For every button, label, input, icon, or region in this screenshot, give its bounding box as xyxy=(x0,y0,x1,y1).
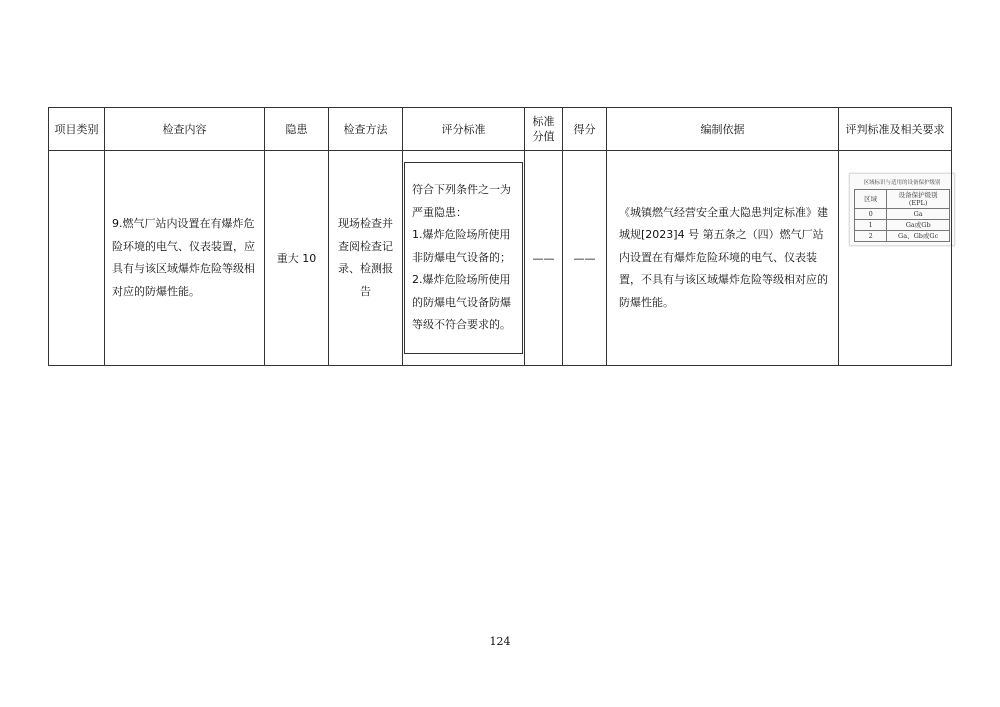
table-row xyxy=(49,151,952,366)
cell-hazard: 重大 10 xyxy=(265,151,329,366)
cell-criteria xyxy=(403,151,525,366)
cell-score-value: —— xyxy=(525,151,563,366)
header-score-value xyxy=(525,108,563,151)
epl-col-level-line2: (EPL) xyxy=(908,199,928,207)
content-text: 9.燃气厂站内设置在有爆炸危险环境的电气、仪表装置，应具有与该区域爆炸危险等级相对应的防爆性能。 xyxy=(112,217,255,298)
epl-zone: 1 xyxy=(855,220,887,231)
header-criteria: 评分标准 xyxy=(403,108,525,151)
epl-level: Ga或Gb xyxy=(887,220,950,231)
page-number: 124 xyxy=(489,635,511,648)
table-header-row xyxy=(49,108,952,151)
header-score: 得分 xyxy=(563,108,607,151)
criteria-box xyxy=(404,162,523,354)
header-content: 检查内容 xyxy=(105,108,265,151)
epl-table-row xyxy=(855,231,950,242)
header-hazard: 隐患 xyxy=(265,108,329,151)
epl-table-row xyxy=(855,209,950,220)
header-category: 项目类别 xyxy=(49,108,105,151)
cell-content xyxy=(105,151,265,366)
epl-table-row xyxy=(855,220,950,231)
epl-col-level xyxy=(887,190,950,209)
cell-basis xyxy=(607,151,839,366)
epl-col-level-line1: 设备保护级别 xyxy=(898,191,938,199)
basis-text: 《城镇燃气经营安全重大隐患判定标准》建城规[2023]4 号 第五条之（四）燃气厂站内设置在有爆炸危险环境的电气、仪表装置，不具有与该区域爆炸危险等级相对应的防爆性能。 xyxy=(619,205,828,309)
header-score-value-line2: 分值 xyxy=(532,130,555,143)
cell-category xyxy=(49,151,105,366)
cell-score: —— xyxy=(563,151,607,366)
criteria-text xyxy=(405,179,522,337)
epl-table-header xyxy=(855,190,950,209)
epl-level: Ga xyxy=(887,209,950,220)
header-basis: 编制依据 xyxy=(607,108,839,151)
header-score-value-line1: 标准 xyxy=(532,115,555,128)
header-requirements: 评判标准及相关要求 xyxy=(839,108,952,151)
criteria-item-2: 2.爆炸危险场所使用的防爆电气设备防爆等级不符合要求的。 xyxy=(412,273,511,332)
epl-zone: 0 xyxy=(855,209,887,220)
epl-reference-image xyxy=(849,173,955,246)
method-text: 现场检查并查阅检查记录、检测报告 xyxy=(338,217,393,298)
cell-method xyxy=(329,151,403,366)
header-method: 检查方法 xyxy=(329,108,403,151)
inspection-table xyxy=(48,107,952,366)
cell-requirements xyxy=(839,151,952,366)
epl-level: Ga、Gb或Gc xyxy=(887,231,950,242)
criteria-intro: 符合下列条件之一为严重隐患： xyxy=(412,183,511,219)
epl-col-zone: 区域 xyxy=(855,190,887,209)
epl-zone: 2 xyxy=(855,231,887,242)
epl-table xyxy=(854,189,950,242)
epl-table-title: 区域标识与适用的设备保护级别 xyxy=(863,180,941,186)
criteria-item-1: 1.爆炸危险场所使用非防爆电气设备的； xyxy=(412,228,511,264)
